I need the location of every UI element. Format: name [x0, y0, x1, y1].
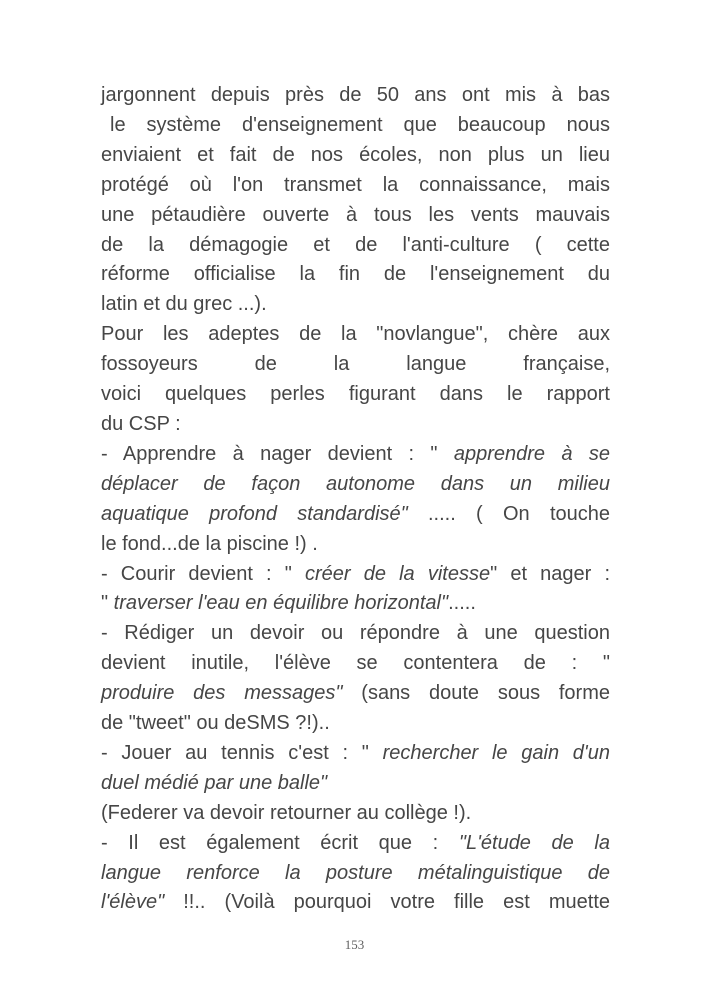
body-text: - Il est également écrit que : [101, 831, 459, 854]
body-text: latin et du grec ...). [101, 293, 267, 316]
italic-text: langue renforce la posture métalinguistique de [101, 861, 610, 884]
text-line [101, 769, 610, 799]
body-text: ..... [448, 592, 476, 615]
text-line [101, 380, 610, 410]
paragraph [101, 440, 610, 560]
italic-text: traverser l'eau en équilibre horizontal" [113, 592, 449, 615]
text-line [101, 500, 610, 530]
body-text: (Federer va devoir retourner au collège !). [101, 801, 472, 824]
body-text: le système d'enseignement que beaucoup nous [110, 113, 610, 136]
body-text: devient inutile, l'élève se contentera de : " [101, 652, 610, 675]
text-line [101, 290, 610, 320]
text-line [101, 530, 610, 560]
italic-text: apprendre à se [453, 442, 610, 465]
paragraph [101, 560, 610, 620]
text-line [101, 470, 610, 500]
body-text: protégé où l'on transmet la connaissance, mais [101, 173, 610, 196]
text-line [101, 320, 610, 350]
body-text: du CSP : [101, 412, 181, 435]
text-line [101, 81, 610, 111]
body-text: de la démagogie et de l'anti-culture ( cette [101, 233, 610, 256]
body-text: de "tweet" ou deSMS ?!).. [101, 712, 330, 735]
body-text: - Rédiger un devoir ou répondre à une question [101, 622, 610, 645]
text-line [101, 111, 610, 141]
text-line [101, 679, 610, 709]
italic-text: rechercher le gain d'un [382, 741, 610, 764]
paragraph [101, 829, 610, 919]
page-number: 153 [344, 937, 365, 952]
italic-text: l'élève" [101, 891, 165, 914]
body-text: enviaient et fait de nos écoles, non plus un lieu [101, 143, 610, 166]
body-text: voici quelques perles figurant dans le rapport [101, 383, 610, 406]
text-line [101, 350, 610, 380]
text-line [101, 888, 610, 918]
body-text: (sans doute sous forme [342, 682, 610, 705]
body-text: - Courir devient : " [101, 562, 305, 585]
text-line [101, 141, 610, 171]
text-line [101, 260, 610, 290]
body-text: une pétaudière ouverte à tous les vents mauvais [101, 203, 610, 226]
italic-text: créer de la vitesse [305, 562, 491, 585]
body-text: - Apprendre à nager devient : " [101, 442, 454, 465]
body-text: réforme officialise la fin de l'enseignement du [101, 263, 610, 286]
italic-text: "L'étude de la [458, 831, 611, 854]
page-text [101, 81, 610, 918]
text-line [101, 829, 610, 859]
text-line [101, 201, 610, 231]
text-line [101, 440, 610, 470]
text-line [101, 799, 610, 829]
body-text: le fond...de la piscine !) . [101, 532, 318, 555]
body-text: - Jouer au tennis c'est : " [101, 741, 383, 764]
text-line [101, 739, 610, 769]
text-line [101, 410, 610, 440]
text-line [101, 560, 610, 590]
paragraph [101, 320, 610, 440]
paragraph [101, 619, 610, 739]
text-line [101, 589, 610, 619]
paragraph [101, 739, 610, 829]
italic-text: produire des messages" [101, 682, 343, 705]
italic-text: aquatique profond standardisé" [101, 502, 408, 525]
body-text: !!.. (Voilà pourquoi votre fille est muette [164, 891, 610, 914]
text-line [101, 619, 610, 649]
text-line [101, 231, 610, 261]
text-line [101, 649, 610, 679]
body-text: fossoyeurs de la langue française, [101, 353, 610, 376]
text-line [101, 171, 610, 201]
text-line [101, 859, 610, 889]
italic-text: duel médié par une balle" [101, 771, 328, 794]
body-text: " [101, 592, 114, 615]
body-text: Pour les adeptes de la "novlangue", chère aux [101, 323, 610, 346]
body-text: " et nager : [490, 562, 611, 585]
paragraph [101, 81, 610, 320]
text-line [101, 709, 610, 739]
body-text: ..... ( On touche [407, 502, 610, 525]
body-text: jargonnent depuis près de 50 ans ont mis à bas [101, 84, 610, 106]
italic-text: déplacer de façon autonome dans un milieu [101, 472, 610, 495]
